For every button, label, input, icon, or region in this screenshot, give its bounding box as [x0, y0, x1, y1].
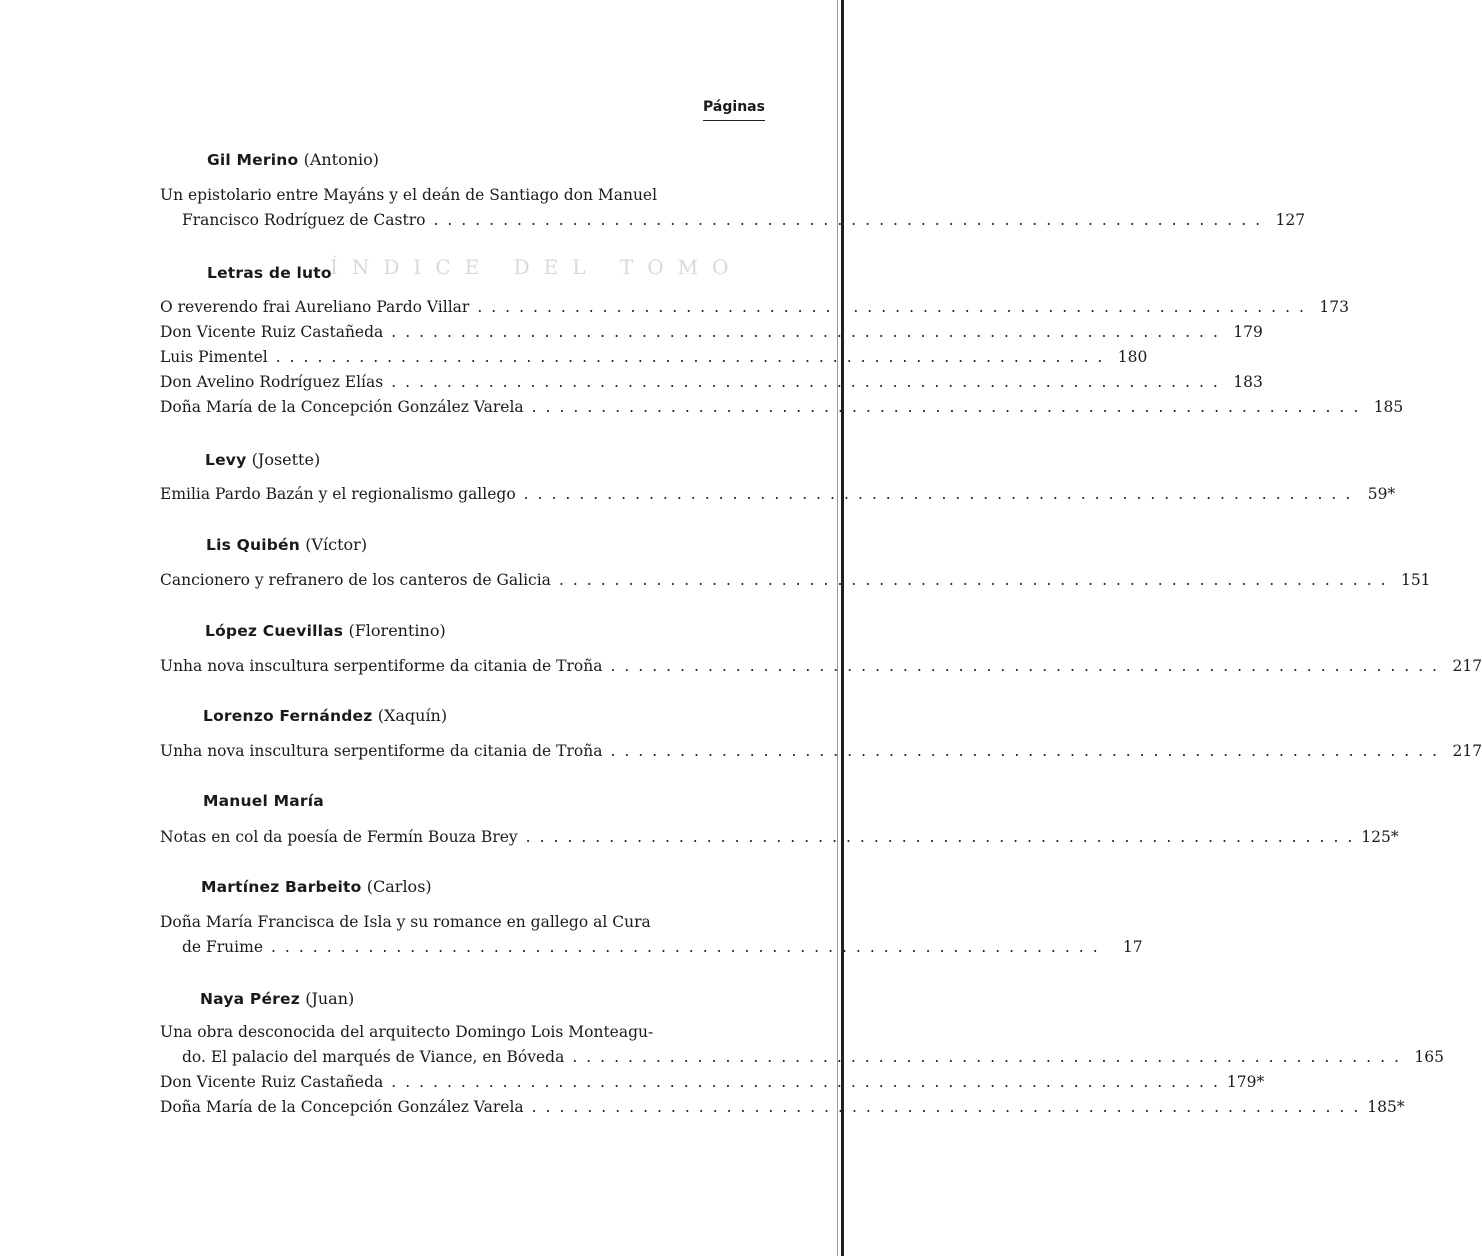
- entry-title: Doña María de la Concepción González Varela: [160, 398, 524, 416]
- entry-title: Don Avelino Rodríguez Elías: [160, 373, 384, 391]
- entry-title: Doña María de la Concepción González Varela: [160, 1098, 524, 1116]
- page-number: 179*: [1226, 1073, 1265, 1091]
- index-entry: [160, 913, 1143, 963]
- leader-dots: ............................................................: [271, 938, 1107, 956]
- entry-line: [160, 373, 1263, 398]
- bleed-through-decoration: ÍNDICE DEL TOMO: [330, 255, 743, 279]
- leader-dots: ............................................................: [572, 1048, 1408, 1066]
- author-given-name: (Víctor): [305, 535, 368, 554]
- author-given-name: (Antonio): [303, 150, 380, 169]
- entry-line: [160, 657, 1482, 682]
- entry-title: O reverendo frai Aureliano Pardo Villar: [160, 298, 470, 316]
- leader-dots: ............................................................: [531, 1098, 1368, 1116]
- leader-dots: ............................................................: [391, 373, 1227, 391]
- index-entry: [160, 323, 1263, 348]
- entry-title: Don Vicente Ruiz Castañeda: [160, 1073, 384, 1091]
- page-number: 179: [1233, 323, 1263, 341]
- leader-dots: ............................................................: [523, 485, 1360, 503]
- page-number: 125*: [1361, 828, 1399, 846]
- entry-title: Notas en col da poesía de Fermín Bouza Brey: [160, 828, 518, 846]
- entry-title: Luis Pimentel: [160, 348, 268, 366]
- entry-line: [160, 298, 1349, 323]
- entry-line: [160, 323, 1263, 348]
- entry-line: [160, 348, 1148, 373]
- page-number: 151: [1400, 571, 1431, 589]
- leader-dots: ............................................................: [558, 571, 1395, 589]
- pages-column-header: Páginas: [703, 99, 765, 121]
- entry-line: [160, 1023, 758, 1048]
- index-entry: [160, 186, 1306, 236]
- page-number: 173: [1319, 298, 1349, 316]
- author-given-name: (Xaquín): [377, 706, 448, 725]
- entry-title: Don Vicente Ruiz Castañeda: [160, 323, 384, 341]
- index-entry: [160, 348, 1148, 373]
- index-entry: [160, 298, 1349, 323]
- author-given-name: (Florentino): [348, 621, 446, 640]
- author-given-name: (Carlos): [366, 877, 432, 896]
- index-entry: [160, 657, 1482, 682]
- leader-dots: ............................................................: [275, 348, 1112, 366]
- author-heading: [206, 535, 367, 554]
- entry-line: [160, 1073, 1265, 1098]
- index-entry: [160, 1023, 1444, 1073]
- page-edge-shadow: [837, 0, 838, 1256]
- page-number: 165: [1414, 1048, 1444, 1066]
- leader-dots: ............................................................: [610, 657, 1447, 675]
- page-number: 17: [1122, 938, 1143, 956]
- entry-line: [160, 211, 1306, 236]
- entry-title: Francisco Rodríguez de Castro: [182, 211, 426, 229]
- index-entry: [160, 1073, 1265, 1098]
- index-entry: [160, 742, 1482, 767]
- author-given-name: (Juan): [305, 989, 355, 1008]
- entry-line: [160, 1048, 1444, 1073]
- entry-title: de Fruime: [182, 938, 263, 956]
- leader-dots: ............................................................: [531, 398, 1368, 416]
- entry-title: do. El palacio del marqués de Viance, en Bóveda: [182, 1048, 565, 1066]
- leader-dots: ............................................................: [433, 211, 1270, 229]
- author-heading: [205, 450, 320, 469]
- page-number: 59*: [1367, 485, 1396, 503]
- author-heading: [203, 706, 447, 725]
- entry-line: [160, 742, 1482, 767]
- entry-line: [160, 398, 1404, 423]
- leader-dots: ............................................................: [525, 828, 1362, 846]
- page-number: 217: [1452, 657, 1482, 675]
- entry-title: Una obra desconocida del arquitecto Domingo Lois Monteagu-: [160, 1023, 654, 1041]
- index-entry: [160, 571, 1431, 596]
- leader-dots: ............................................................: [391, 1073, 1227, 1091]
- index-entry: [160, 485, 1396, 510]
- entry-line: [160, 913, 758, 938]
- author-heading: [200, 989, 354, 1008]
- page-number: 183: [1233, 373, 1263, 391]
- page-number: 217: [1452, 742, 1482, 760]
- entry-line: [160, 571, 1431, 596]
- page-number: 185*: [1367, 1098, 1405, 1116]
- author-surname: Martínez Barbeito: [201, 878, 362, 896]
- author-surname: Lorenzo Fernández: [203, 707, 373, 725]
- author-heading: [207, 263, 332, 282]
- author-heading: [205, 621, 446, 640]
- entry-title: Doña María Francisca de Isla y su romance en gallego al Cura: [160, 913, 651, 931]
- entry-line: [160, 938, 1143, 963]
- index-entry: [160, 1098, 1405, 1123]
- author-surname: Naya Pérez: [200, 990, 300, 1008]
- author-surname: Levy: [205, 451, 247, 469]
- entry-title: Cancionero y refranero de los canteros de Galicia: [160, 571, 551, 589]
- author-heading: [207, 150, 379, 169]
- author-given-name: (Josette): [251, 450, 321, 469]
- leader-dots: ............................................................: [610, 742, 1447, 760]
- author-surname: López Cuevillas: [205, 622, 344, 640]
- author-heading: [201, 877, 432, 896]
- author-surname: Lis Quibén: [206, 536, 300, 554]
- index-entry: [160, 373, 1263, 398]
- entry-line: [160, 186, 758, 211]
- leader-dots: ............................................................: [391, 323, 1227, 341]
- author-surname: Gil Merino: [207, 151, 299, 169]
- index-entry: [160, 828, 1399, 853]
- author-surname: Manuel María: [203, 792, 324, 810]
- leader-dots: ............................................................: [477, 298, 1313, 316]
- index-entry: [160, 398, 1404, 423]
- entry-title: Emilia Pardo Bazán y el regionalismo gallego: [160, 485, 516, 503]
- page-edge: [841, 0, 844, 1256]
- entry-line: [160, 1098, 1405, 1123]
- page-number: 180: [1117, 348, 1148, 366]
- author-surname: Letras de luto: [207, 264, 332, 282]
- author-heading: [203, 791, 324, 810]
- entry-line: [160, 828, 1399, 853]
- entry-title: Un epistolario entre Mayáns y el deán de Santiago don Manuel: [160, 186, 658, 204]
- entry-line: [160, 485, 1396, 510]
- page-number: 127: [1275, 211, 1306, 229]
- entry-title: Unha nova inscultura serpentiforme da citania de Troña: [160, 742, 603, 760]
- entry-title: Unha nova inscultura serpentiforme da citania de Troña: [160, 657, 603, 675]
- page-number: 185: [1373, 398, 1404, 416]
